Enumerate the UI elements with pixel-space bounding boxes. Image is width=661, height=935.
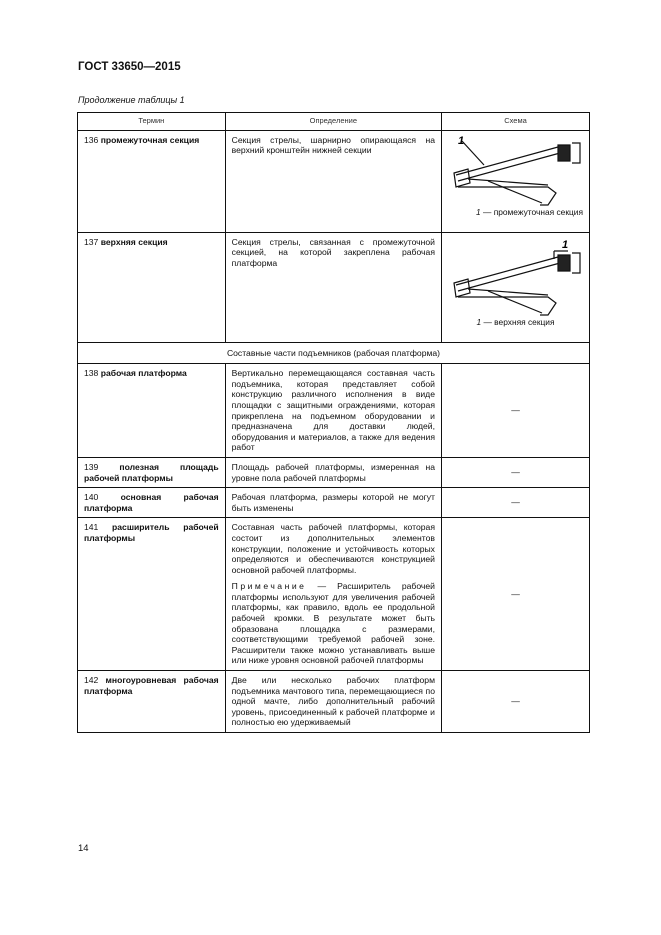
terms-table <box>77 112 590 733</box>
section-row <box>78 342 590 364</box>
table-row <box>78 364 590 458</box>
term-number: 137 <box>84 236 99 247</box>
term-number: 140 <box>84 492 99 503</box>
term-number: 138 <box>84 368 99 379</box>
boom-intermediate-section-diagram <box>448 135 583 207</box>
schema-callout-label: 1 <box>457 134 465 147</box>
page-number: 14 <box>78 843 89 854</box>
definition-cell <box>225 518 441 671</box>
table-row <box>78 518 590 671</box>
schema-caption-number: 1 <box>476 206 481 217</box>
table-row <box>78 457 590 487</box>
schema-caption-number: 1 <box>476 316 482 327</box>
column-header-schema: Схема <box>441 113 589 131</box>
definition-text: Составная часть рабочей платформы, которая состоит из дополнительных элементов конструкции, положение и устойчивость которых определяются и обеспечиваются конструкцией основной рабочей платформы. <box>231 522 435 575</box>
schema-cell: — <box>441 364 589 458</box>
section-heading: Составные части подъемников (рабочая платформа) <box>78 342 590 364</box>
term-name: промежуточная секция <box>100 134 200 145</box>
definition-cell: Рабочая платформа, размеры которой не могут быть изменены <box>225 488 441 518</box>
definition-cell: Площадь рабочей платформы, измеренная на уровне пола рабочей платформы <box>225 457 441 487</box>
note-text: — Расширитель рабочей платформы используют для увеличения рабочей платформы, как правило, вдоль ее продольной рабочей кромки. В результате может быть образована площадка с размерами, соответствующими требуемой рабочей зоне. Расширители также можно устанавливать выше или ниже уровня основной рабочей платформы <box>231 581 435 666</box>
term-cell <box>78 130 226 232</box>
term-name: полезная площадь рабочей платформы <box>84 461 219 483</box>
term-cell <box>78 488 226 518</box>
definition-cell: Секция стрелы, шарнирно опирающаяся на верхний кронштейн нижней секции <box>225 130 441 232</box>
document-title: ГОСТ 33650—2015 <box>78 61 181 73</box>
term-name: многоуровневая рабочая платформа <box>84 675 219 696</box>
schema-caption-text: — промежуточная секция <box>480 206 583 217</box>
term-cell <box>78 457 226 487</box>
schema-cell <box>441 130 589 232</box>
term-number: 136 <box>84 134 99 145</box>
term-number: 141 <box>84 522 99 533</box>
note-label: Примечание <box>231 581 307 592</box>
schema-cell <box>441 232 589 342</box>
term-name: расширитель рабочей платформы <box>84 522 219 543</box>
term-cell <box>78 671 226 733</box>
definition-cell: Две или несколько рабочих платформ подъемника мачтового типа, перемещающиеся по одной мачте, либо дополнительный рабочий уровень, присоединенный к рабочей платформе и полностью ею удерживаемый <box>225 671 441 733</box>
schema-caption-text: — верхняя секция <box>481 316 555 327</box>
table-row <box>78 232 590 342</box>
schema-cell: — <box>441 671 589 733</box>
term-cell <box>78 232 226 342</box>
term-name: верхняя секция <box>100 236 168 247</box>
table-caption: Продолжение таблицы 1 <box>78 95 185 105</box>
schema-callout-label: 1 <box>561 238 569 251</box>
term-name: основная рабочая платформа <box>84 492 219 513</box>
schema-caption <box>448 207 583 218</box>
column-header-term: Термин <box>78 113 226 131</box>
definition-cell: Вертикально перемещающаяся составная часть подъемника, которая представляет собой конструкцию различного исполнения в виде площадки с защитными ограждениями, которая прикреплена на подъемном оборудовании и предназначена для доставки людей, оборудования и материалов, а также для ведения работ <box>225 364 441 458</box>
term-cell <box>78 364 226 458</box>
table-row <box>78 488 590 518</box>
term-cell <box>78 518 226 671</box>
table-row <box>78 671 590 733</box>
schema-cell: — <box>441 488 589 518</box>
table-row <box>78 130 590 232</box>
term-name: рабочая платформа <box>100 368 187 379</box>
note <box>232 581 435 666</box>
column-header-definition: Определение <box>225 113 441 131</box>
term-number: 142 <box>84 675 99 686</box>
schema-cell: — <box>441 457 589 487</box>
term-number: 139 <box>84 461 99 472</box>
boom-upper-section-diagram <box>448 237 583 317</box>
table-header-row <box>78 113 590 131</box>
schema-caption <box>448 317 583 328</box>
schema-cell: — <box>441 518 589 671</box>
definition-cell: Секция стрелы, связанная с промежуточной секцией, на которой закреплена рабочая платформа <box>225 232 441 342</box>
